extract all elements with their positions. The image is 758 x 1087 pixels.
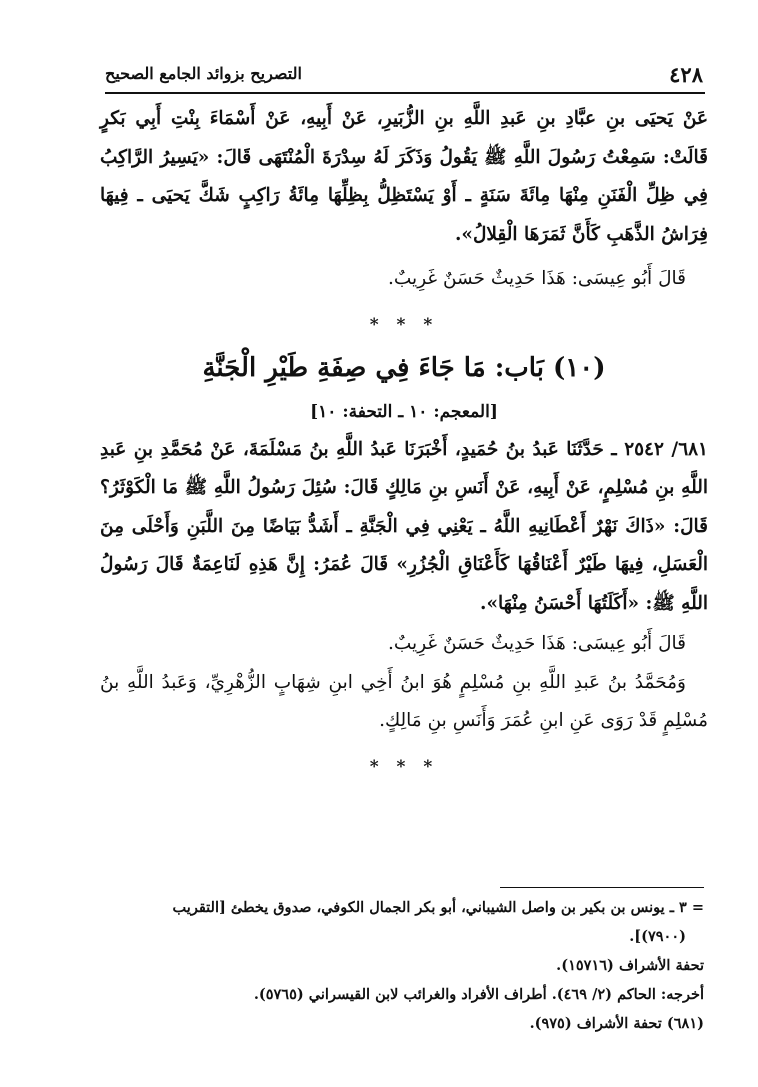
hadith-1-grading: قَالَ أَبُو عِيسَى: هَذَا حَدِيثٌ حَسَنٌ غَرِيبٌ.: [388, 268, 686, 289]
hadith-2-grading: قَالَ أَبُو عِيسَى: هَذَا حَدِيثٌ حَسَنٌ غَرِيبٌ.: [388, 633, 686, 654]
page-number: ٤٢٨: [669, 62, 703, 87]
running-title: التصريح بزوائد الجامع الصحيح: [105, 64, 302, 83]
footnote-line: تحفة الأشراف (١٥٧١٦).: [556, 957, 704, 974]
footnote-line: أخرجه: الحاكم (٢/ ٤٦٩). أطراف الأفراد والغرائب لابن القيسراني (٥٧٦٥).: [253, 986, 704, 1003]
footnote-rule: [500, 887, 704, 888]
chapter-title: (١٠) بَاب: مَا جَاءَ فِي صِفَةِ طَيْرِ الْجَنَّةِ: [202, 352, 606, 383]
footnote-line: (٦٨١) تحفة الأشراف (٩٧٥).: [529, 1015, 704, 1032]
footnotes: [100, 893, 704, 1038]
page-header: [105, 60, 703, 90]
section-separator-1: * * *: [369, 314, 439, 335]
footnote-line: (٧٩٠٠)].: [629, 928, 686, 945]
header-rule: [105, 92, 705, 94]
main-text: [100, 100, 708, 785]
footnote-line: = ٣ ـ يونس بن بكير بن واصل الشيباني، أبو بكر الجمال الكوفي، صدوق يخطئ [التقريب: [172, 899, 704, 916]
hadith-1-text: عَنْ يَحيَى بنِ عبَّادِ بنِ عَبدِ اللَّهِ بنِ الزُّبَيرِ، عَنْ أَبِيهِ، عَنْ أَسْمَاءَ بِنْتِ أَبِي بَكرٍ قَالَتْ: سَمِعْتُ رَسُولَ اللَّهِ ﷺ يَقُولُ وَذَكَرَ لَهُ سِدْرَةَ الْمُنْتَهَى قَالَ: «يَسِيرُ الرَّاكِبُ فِي ظِلِّ الْفَنَنِ مِنْهَا مِائَةَ سَنَةٍ ـ أَوْ يَسْتَظِلُّ بِظِلِّهَا مِائَةُ رَاكِبٍ شَكَّ يَحيَى ـ فِيهَا فِرَاشُ الذَّهَبِ كَأَنَّ ثَمَرَهَا الْقِلالُ».: [100, 108, 708, 245]
hadith-2-text: ٦٨١/ ٢٥٤٢ ـ حَدَّثَنَا عَبدُ بنُ حُمَيدٍ، أَخْبَرَنَا عَبدُ اللَّهِ بنُ مَسْلَمَةَ، عَنْ مُحَمَّدِ بنِ عَبدِ اللَّهِ بنِ مُسْلِمٍ، عَنْ أَبِيهِ، عَنْ أَنَسِ بنِ مَالِكٍ قَالَ: سُئِلَ رَسُولُ اللَّهِ ﷺ مَا الْكَوْثَرُ؟ قَالَ: «ذَاكَ نَهْرٌ أَعْطَانِيهِ اللَّهُ ـ يَعْنِي فِي الْجَنَّةِ ـ أَشَدُّ بَيَاضًا مِنَ اللَّبَنِ وَأَحْلَى مِنَ الْعَسَلِ، فِيهَا طَيْرٌ أَعْنَاقُهَا كَأَعْنَاقِ الْجُزُرِ» قَالَ عُمَرُ: إِنَّ هَذِهِ لَنَاعِمَةٌ قَالَ رَسُولُ اللَّهِ ﷺ: «أَكَلَتُهَا أَحْسَنُ مِنْهَا».: [100, 438, 708, 614]
section-separator-2: * * *: [369, 756, 439, 777]
hadith-2-note: وَمُحَمَّدُ بنُ عَبدِ اللَّهِ بنِ مُسْلِمٍ هُوَ ابنُ أَخِي ابنِ شِهَابٍ الزُّهْرِيِّ، وَعَبدُ اللَّهِ بنُ مُسْلِمٍ قَدْ رَوَى عَنِ ابنِ عُمَرَ وَأَنَسِ بنِ مَالِكٍ.: [100, 671, 708, 731]
chapter-reference: [المعجم: ١٠ ـ التحفة: ١٠]: [310, 401, 498, 422]
